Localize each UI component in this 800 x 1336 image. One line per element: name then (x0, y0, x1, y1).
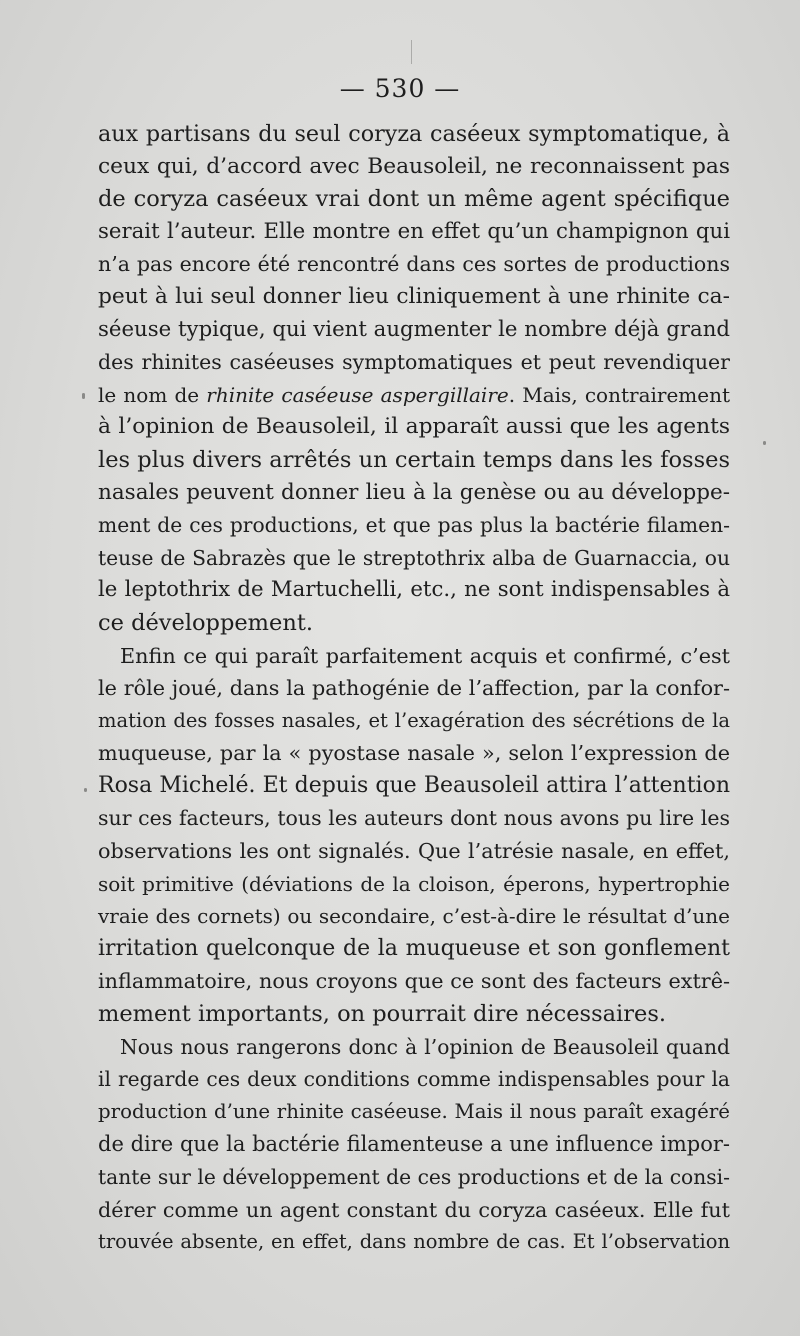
scan-speck (84, 788, 87, 792)
text-line: le nom de rhinite caséeuse aspergillaire. Mais, contrairement (98, 382, 730, 407)
text-line: serait l’auteur. Elle montre en effet qu’un champignon qui (98, 218, 730, 244)
text-line: ceux qui, d’accord avec Beausoleil, ne reconnaissent pas (98, 153, 730, 179)
italic-term: rhinite caséeuse aspergillaire (206, 382, 509, 407)
text-line: de coryza caséeux vrai dont un même agent spécifique (98, 186, 730, 213)
text-line: observations les ont signalés. Que l’atrésie nasale, en effet, (98, 839, 730, 864)
text-line: ce développement. (98, 609, 314, 636)
scan-speck (82, 393, 85, 399)
text-line: des rhinites caséeuses symptomatiques et peut revendiquer (98, 350, 730, 375)
text-line: soit primitive (déviations de la cloison, éperons, hypertrophie (98, 871, 730, 896)
text-line: mement importants, on pourrait dire nécessaires. (98, 1001, 667, 1028)
text-line: sur ces facteurs, tous les auteurs dont nous avons pu lire les (98, 806, 730, 831)
text-line: nasales peuvent donner lieu à la genèse ou au développe- (98, 479, 730, 505)
text-line: mation des fosses nasales, et l’exagération des sécrétions de la (98, 708, 730, 732)
text-line: peut à lui seul donner lieu cliniquement à une rhinite ca- (98, 283, 730, 309)
text-line: le rôle joué, dans la pathogénie de l’affection, par la confor- (98, 676, 730, 701)
text-line: Enfin ce qui paraît parfaitement acquis et confirmé, c’est (120, 643, 730, 668)
text-line: aux partisans du seul coryza caséeux symptomatique, à (98, 121, 730, 147)
text-line: tante sur le développement de ces productions et de la consi- (98, 1165, 730, 1189)
text-line: séeuse typique, qui vient augmenter le nombre déjà grand (98, 316, 730, 342)
text-line: le leptothrix de Martuchelli, etc., ne sont indispensables à (98, 577, 730, 603)
scan-speck (763, 441, 766, 445)
text-line: inflammatoire, nous croyons que ce sont des facteurs extrê- (98, 969, 730, 994)
text-line: muqueuse, par la « pyostase nasale », selon l’expression de (98, 741, 730, 766)
scan-speck (411, 40, 412, 64)
text-line: irritation quelconque de la muqueuse et son gonflement (98, 935, 730, 961)
page-number: — 530 — (339, 74, 461, 103)
text-line: vraie des cornets) ou secondaire, c’est-à-dire le résultat d’une (98, 904, 730, 929)
text-line: dérer comme un agent constant du coryza caséeux. Elle fut (98, 1197, 730, 1222)
text-line: de dire que la bactérie filamenteuse a une influence impor- (98, 1132, 730, 1157)
text-line: n’a pas encore été rencontré dans ces sortes de productions (98, 252, 730, 277)
text-line: à l’opinion de Beausoleil, il apparaît aussi que les agents (98, 414, 730, 440)
text-line: il regarde ces deux conditions comme indispensables pour la (98, 1067, 730, 1092)
text-line: teuse de Sabrazès que le streptothrix alba de Guarnaccia, ou (98, 545, 730, 570)
text-line: Rosa Michelé. Et depuis que Beausoleil attira l’attention (98, 772, 730, 798)
text-line: Nous nous rangerons donc à l’opinion de Beausoleil quand (120, 1034, 730, 1059)
text-line: les plus divers arrêtés un certain temps dans les fosses (98, 446, 730, 473)
body-text (98, 118, 730, 1259)
text-line: ment de ces productions, et que pas plus la bactérie filamen- (98, 513, 730, 538)
text-line: trouvée absente, en effet, dans nombre de cas. Et l’observation (98, 1230, 730, 1254)
text-line: production d’une rhinite caséeuse. Mais il nous paraît exagéré (98, 1099, 730, 1123)
